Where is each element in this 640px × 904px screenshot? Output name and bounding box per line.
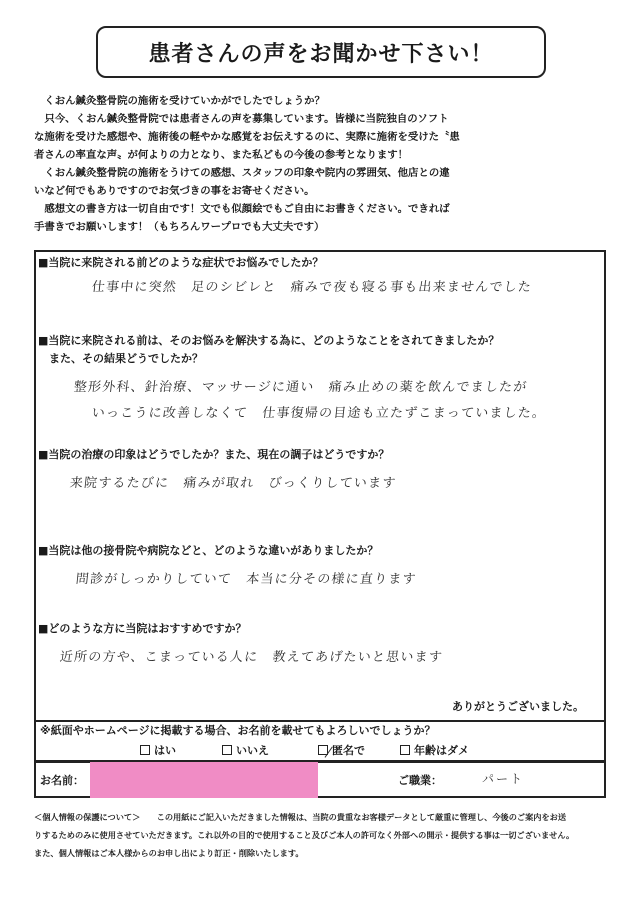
option-anonymous[interactable] [318, 742, 365, 758]
answer-5: 近所の方や、こまっている人に 教えてあげたいと思います [59, 650, 444, 665]
question-1: ■当院に来院される前どのような症状でお悩みでしたか？ [38, 256, 324, 269]
page-title: 患者さんの声をお聞かせ下さい！ [96, 26, 546, 78]
thanks-text: ありがとうございました。 [452, 700, 584, 713]
intro-line: な施術を受けた感想や、施術後の軽やかな感覚をお伝えするのに、実際に施術を受けた〝患 [34, 131, 460, 143]
question-4: ■当院は他の接骨院や病院などと、どのような違いがありましたか？ [38, 544, 379, 557]
name-label: お名前： [40, 774, 84, 787]
permission-question: ※紙面やホームページに掲載する場合、お名前を載せてもよろしいでしょうか？ [40, 724, 436, 737]
question-5: ■どのような方に当院はおすすめですか？ [38, 622, 247, 635]
intro-line: 手書きでお願いします！（もちろんワープロでも大丈夫です） [34, 221, 325, 233]
checkbox-yes[interactable] [140, 745, 150, 755]
answer-2-line-2: いっこうに改善しなくて 仕事復帰の目途も立たずこまっていました。 [91, 406, 547, 421]
question-2-sub: また、その結果どうでしたか？ [38, 352, 203, 365]
name-redaction [90, 762, 318, 798]
checkbox-no[interactable] [222, 745, 232, 755]
answer-4: 問診がしっかりしていて 本当に分その様に直ります [75, 572, 418, 587]
option-label: いいえ [236, 744, 269, 757]
intro-line: くおん鍼灸整骨院の施術を受けていかがでしたでしょうか？ [34, 95, 325, 107]
option-label: 年齢はダメ [414, 744, 469, 757]
intro-line: 感想文の書き方は一切自由です！文でも似顔絵でもご自由にお書きください。できれば [34, 203, 450, 215]
question-2: ■当院に来院される前は、そのお悩みを解決する為に、どのようなことをされてきましたか？ [38, 334, 500, 347]
intro-line: くおん鍼灸整骨院の施術をうけての感想、スタッフの印象や院内の雰囲気、他店との違 [34, 167, 450, 179]
option-label: 匿名で [332, 744, 365, 757]
option-label: はい [154, 744, 176, 757]
job-value: パート [482, 772, 525, 786]
privacy-line: りするためのみに使用させていただきます。これ以外の目的で使用すること及びご本人の許可なく外部への開示・提供する事は一切ございません。 [34, 830, 575, 840]
intro-line: 者さんの率直な声〟が何よりの力となり、また私どもの今後の参考となります！ [34, 149, 409, 161]
intro-text [34, 92, 614, 236]
option-yes[interactable] [140, 742, 176, 758]
option-no-age[interactable] [400, 742, 469, 758]
privacy-line: また、個人情報はご本人様からのお申し出により訂正・削除いたします。 [34, 848, 304, 858]
option-no[interactable] [222, 742, 269, 758]
answer-2-line-1: 整形外科、針治療、マッサージに通い 痛み止めの薬を飲んでましたが [73, 380, 529, 395]
checkbox-anonymous[interactable] [318, 745, 328, 755]
privacy-line: ＜個人情報の保護について＞ この用紙にご記入いただきました情報は、当院の貴重なお客様データとして厳重に管理し、今後のご案内をお送 [34, 812, 567, 822]
answer-1: 仕事中に突然 足のシビレと 痛みで夜も寝る事も出来ませんでした [91, 280, 533, 295]
privacy-notice [34, 808, 614, 862]
checkbox-no-age[interactable] [400, 745, 410, 755]
answer-3: 来院するたびに 痛みが取れ びっくりしています [69, 476, 398, 491]
question-3: ■当院の治療の印象はどうでしたか？また、現在の調子はどうですか？ [38, 448, 390, 461]
job-label: ご職業： [398, 774, 442, 787]
intro-line: 只今、くおん鍼灸整骨院では患者さんの声を募集しています。皆様に当院独自のソフト [34, 113, 449, 125]
intro-line: いなど何でもありですのでお気づきの事をお寄せください。 [34, 185, 315, 197]
